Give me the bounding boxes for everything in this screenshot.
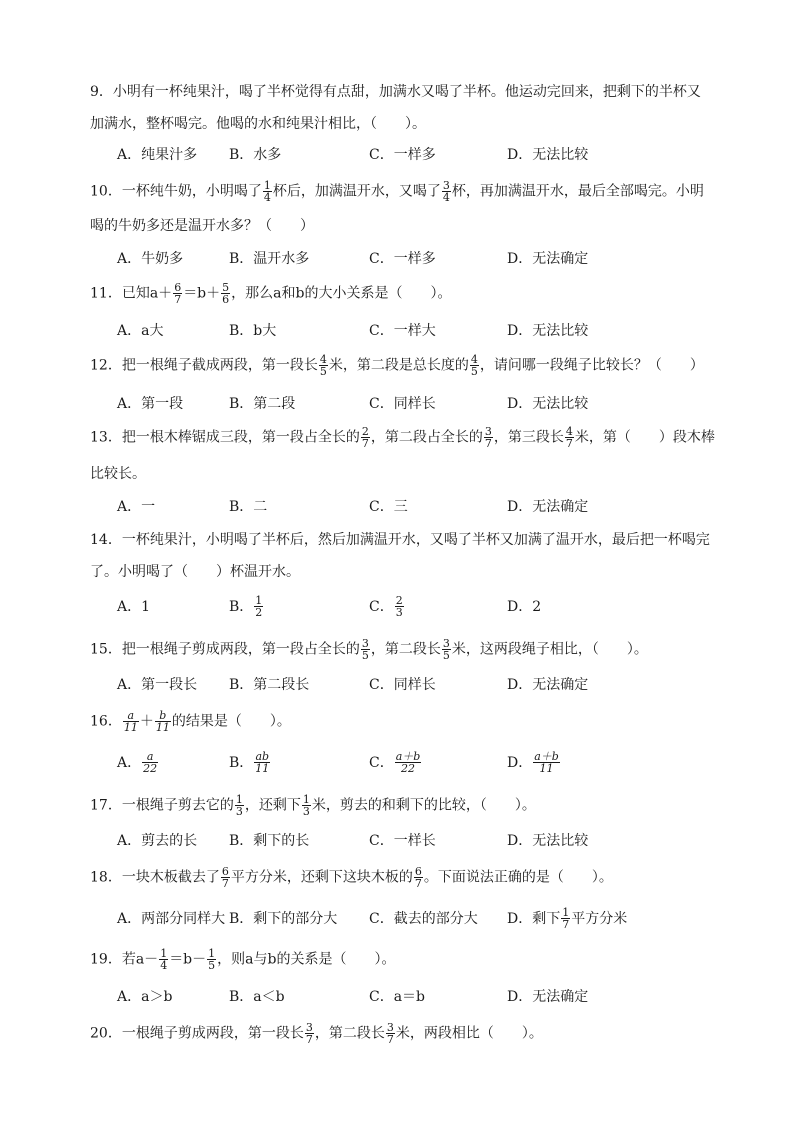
fraction-denominator: 7 (221, 877, 229, 890)
question-text: 喝的牛奶多还是温开水多？（ ） (90, 218, 314, 234)
option-a[interactable]: A．纯果汁多 (117, 147, 198, 163)
option-a[interactable]: A．1 (117, 599, 151, 615)
question-9 (90, 82, 710, 102)
option-d[interactable]: D．无法比较 (507, 396, 589, 412)
fraction-numerator: ab (255, 749, 270, 763)
question-number: 13． (90, 429, 122, 446)
question-number: 17． (90, 797, 122, 814)
fraction-numerator: 3 (361, 637, 369, 650)
fraction-denominator: 11 (155, 721, 170, 734)
fraction (565, 426, 574, 449)
question-text: 米，两段相比（ ）。 (395, 1025, 543, 1042)
option-d[interactable]: D．无法比较 (507, 323, 589, 339)
question-text: ，则a与b的关系是（ ）。 (217, 951, 396, 968)
fraction (470, 354, 479, 377)
question-number: 12． (90, 357, 122, 374)
option-label: D． (507, 755, 533, 771)
fraction-denominator: 4 (160, 959, 168, 972)
question-number: 19． (90, 951, 122, 968)
fraction (305, 1022, 314, 1045)
question-number: 14． (90, 532, 122, 548)
fraction-denominator: 5 (208, 959, 216, 972)
option-label: C． (369, 755, 394, 771)
question-number: 9． (90, 84, 113, 100)
fraction (254, 751, 270, 774)
fraction (319, 354, 328, 377)
question-14-line2 (90, 562, 710, 582)
question-text: 一块木板截去了 (121, 869, 220, 886)
question-12-options (117, 391, 707, 415)
fraction (442, 638, 451, 661)
option-c[interactable]: C．三 (369, 499, 408, 515)
question-text: ，第二段占全长的 (370, 429, 483, 446)
fraction-numerator: 1 (208, 947, 216, 960)
fraction-numerator: 1 (160, 947, 168, 960)
question-text: 杯后，加满温开水，又喝了 (272, 183, 441, 200)
question-text: 若a－ (121, 951, 159, 968)
question-text: ，那么a和b的大小关系是（ ）。 (231, 285, 452, 302)
fraction (142, 751, 158, 774)
option-d[interactable]: D．无法确定 (507, 499, 589, 515)
option-label: C． (369, 599, 394, 615)
option-c[interactable]: C．一样长 (369, 833, 436, 849)
fraction (173, 282, 182, 305)
question-20 (90, 1022, 710, 1045)
question-10-options (117, 246, 707, 270)
question-11 (90, 282, 710, 305)
fraction-numerator: 2 (361, 425, 369, 438)
option-d[interactable]: D．无法确定 (507, 251, 589, 267)
fraction (302, 794, 311, 817)
fraction-denominator: 7 (414, 877, 422, 890)
question-15-options (117, 672, 707, 696)
option-d[interactable]: D．无法比较 (507, 833, 589, 849)
question-16 (90, 710, 710, 733)
fraction (395, 595, 404, 618)
fraction (361, 638, 370, 661)
question-text: ，请问哪一段绳子比较长？（ ） (479, 357, 704, 374)
option-d[interactable]: D．2 (507, 599, 542, 615)
question-text: 一根绳子剪成两段，第一段长 (121, 1025, 304, 1042)
option-label: B． (229, 755, 254, 771)
fraction-numerator: 3 (305, 1021, 313, 1034)
question-number: 18． (90, 869, 122, 886)
option-a[interactable]: A．一 (117, 499, 156, 515)
question-number: 10． (90, 183, 122, 200)
fraction (395, 751, 422, 774)
fraction-numerator: 3 (442, 637, 450, 650)
option-d[interactable]: D．无法确定 (507, 677, 589, 693)
fraction-numerator: 6 (174, 281, 182, 294)
fraction (235, 794, 244, 817)
fraction-denominator: 7 (305, 1033, 313, 1046)
question-text: 加满水，整杯喝完。他喝的水和纯果汁相比，（ ）。 (90, 116, 426, 132)
question-text: ，第三段长 (493, 429, 564, 446)
option-label: B． (229, 599, 254, 615)
option-a[interactable]: A．第一段 (117, 396, 184, 412)
fraction-denominator: 2 (255, 605, 263, 619)
option-d[interactable] (507, 750, 561, 774)
question-text: ＝b＋ (183, 285, 221, 302)
fraction (361, 426, 370, 449)
fraction-denominator: 5 (442, 649, 450, 662)
option-c[interactable]: C．一样大 (369, 323, 436, 339)
fraction-numerator: b (159, 709, 167, 722)
question-11-options (117, 318, 707, 342)
fraction-denominator: 22 (401, 761, 416, 775)
fraction-numerator: 5 (222, 281, 230, 294)
option-d[interactable] (507, 906, 627, 930)
fraction-numerator: 2 (395, 593, 403, 607)
fraction-numerator: 4 (319, 353, 327, 366)
option-b[interactable]: B．第二段 (229, 396, 296, 412)
fraction-denominator: 3 (235, 805, 243, 818)
fraction-denominator: 3 (302, 805, 310, 818)
fraction-denominator: 5 (470, 365, 478, 378)
fraction-denominator: 7 (386, 1033, 394, 1046)
question-17-options (117, 828, 707, 852)
option-c[interactable]: C．同样长 (369, 677, 436, 693)
question-18 (90, 866, 710, 889)
question-14-options (117, 594, 707, 618)
option-c[interactable]: C．一样多 (369, 147, 436, 163)
fraction (159, 948, 168, 971)
fraction-denominator: 7 (361, 437, 369, 450)
question-15 (90, 638, 710, 661)
fraction-numerator: a (146, 749, 154, 763)
fraction-numerator: 1 (235, 793, 243, 806)
fraction (221, 282, 230, 305)
question-13 (90, 425, 715, 450)
option-c[interactable]: C．a＝b (369, 989, 426, 1005)
question-text: 米，第二段是总长度的 (328, 357, 469, 374)
fraction (561, 907, 570, 930)
option-a[interactable]: A．第一段长 (117, 677, 198, 693)
option-a[interactable]: A．牛奶多 (117, 251, 184, 267)
fraction (484, 426, 493, 449)
fraction-denominator: 11 (539, 761, 554, 775)
option-c[interactable] (369, 750, 422, 774)
option-d[interactable]: D．无法比较 (507, 147, 589, 163)
question-text: 米，这两段绳子相比，（ ）。 (451, 641, 648, 658)
question-text: 把一根木棒锯成三段，第一段占全长的 (121, 429, 360, 446)
fraction-denominator: 22 (143, 761, 158, 775)
option-b[interactable]: B．剩下的部分大 (229, 911, 338, 927)
fraction-numerator: 3 (484, 425, 492, 438)
fraction-denominator: 7 (562, 917, 570, 931)
fraction-denominator: 5 (319, 365, 327, 378)
question-text: 把一根绳子截成两段，第一段长 (121, 357, 318, 374)
option-unit: 平方分米 (571, 911, 628, 927)
question-text: ＋ (139, 713, 154, 730)
fraction-numerator: 3 (386, 1021, 394, 1034)
option-b[interactable]: B．b大 (229, 323, 277, 339)
option-b[interactable]: B．剩下的长 (229, 833, 310, 849)
question-10-line2 (90, 216, 710, 236)
question-text: ，还剩下 (244, 797, 301, 814)
option-c[interactable]: C．一样多 (369, 251, 436, 267)
fraction-numerator: 6 (414, 865, 422, 878)
option-b[interactable] (229, 594, 264, 618)
fraction-numerator: a (127, 709, 135, 722)
fraction (221, 866, 230, 889)
option-c[interactable]: C．同样长 (369, 396, 436, 412)
option-a[interactable] (117, 750, 159, 774)
fraction-numerator: 6 (221, 865, 229, 878)
fraction-denominator: 6 (222, 293, 230, 306)
question-16-options (117, 750, 707, 774)
question-10 (90, 180, 710, 203)
fraction-numerator: 3 (442, 179, 450, 192)
option-d[interactable]: D．无法确定 (507, 989, 589, 1005)
fraction (442, 180, 451, 203)
fraction (263, 180, 272, 203)
fraction-denominator: 11 (123, 721, 138, 734)
fraction (414, 866, 423, 889)
option-c[interactable] (369, 594, 405, 618)
question-18-options (117, 906, 707, 930)
question-text: 的结果是（ ）。 (171, 713, 291, 730)
fraction-denominator: 4 (263, 191, 271, 204)
question-17 (90, 794, 710, 817)
fraction-numerator: a＋b (395, 749, 421, 763)
question-text: ，第二段长 (314, 1025, 385, 1042)
fraction-numerator: 1 (302, 793, 310, 806)
question-text: 了。小明喝了（ ）杯温开水。 (90, 564, 300, 580)
option-a[interactable]: A．a大 (117, 323, 164, 339)
fraction-numerator: 4 (565, 425, 573, 438)
question-13-options (117, 494, 707, 518)
question-9-line2 (90, 114, 710, 134)
option-b[interactable]: B．a＜b (229, 989, 285, 1005)
fraction (123, 710, 139, 733)
question-text: 米，第（ ）段木棒 (574, 429, 715, 446)
option-c[interactable]: C．截去的部分大 (369, 911, 478, 927)
question-text: 。下面说法正确的是（ ）。 (423, 869, 613, 886)
fraction-denominator: 5 (361, 649, 369, 662)
option-label: D．剩下 (507, 911, 561, 927)
fraction (207, 948, 216, 971)
fraction-numerator: a＋b (534, 749, 559, 763)
question-13-line2 (90, 464, 710, 484)
question-text: 平方分米，还剩下这块木板的 (230, 869, 413, 886)
fraction-denominator: 7 (484, 437, 492, 450)
fraction-numerator: 1 (562, 905, 570, 919)
option-b[interactable]: B．水多 (229, 147, 282, 163)
question-number: 16． (90, 713, 122, 730)
question-number: 20． (90, 1025, 122, 1042)
option-label: A． (117, 755, 142, 771)
fraction-numerator: 1 (255, 593, 263, 607)
option-a[interactable]: A．a＞b (117, 989, 173, 1005)
question-number: 15． (90, 641, 122, 658)
fraction-numerator: 1 (263, 179, 271, 192)
fraction (533, 751, 560, 774)
question-text: 把一根绳子剪成两段，第一段占全长的 (121, 641, 360, 658)
question-12 (90, 354, 710, 377)
question-text: 一根绳子剪去它的 (121, 797, 234, 814)
option-a[interactable]: A．两部分同样大 (117, 911, 226, 927)
option-a[interactable]: A．剪去的长 (117, 833, 198, 849)
question-text: 已知a＋ (121, 285, 173, 302)
question-19 (90, 948, 710, 971)
question-text: 一杯纯果汁，小明喝了半杯后，然后加满温开水，又喝了半杯又加满了温开水，最后把一杯喝完 (121, 532, 710, 548)
fraction (155, 710, 171, 733)
question-9-options (117, 142, 707, 166)
question-text: 一杯纯牛奶，小明喝了 (121, 183, 262, 200)
fraction-denominator: 7 (565, 437, 573, 450)
fraction (254, 595, 263, 618)
question-text: ，第二段长 (370, 641, 441, 658)
question-text: 杯，再加满温开水，最后全部喝完。小明 (451, 183, 704, 200)
question-text: 比较长。 (90, 466, 146, 482)
question-number: 11． (90, 285, 122, 302)
question-text: 小明有一杯纯果汁，喝了半杯觉得有点甜，加满水又喝了半杯。他运动完回来，把剩下的半杯又 (112, 84, 701, 100)
option-b[interactable]: B．温开水多 (229, 251, 310, 267)
question-text: ＝b－ (169, 951, 207, 968)
option-b[interactable]: B．二 (229, 499, 268, 515)
fraction-denominator: 3 (395, 605, 403, 619)
option-b[interactable]: B．第二段长 (229, 677, 310, 693)
question-14 (90, 530, 710, 550)
option-b[interactable] (229, 750, 271, 774)
fraction-denominator: 7 (174, 293, 182, 306)
fraction-denominator: 11 (255, 761, 270, 775)
question-text: 米，剪去的和剩下的比较，（ ）。 (311, 797, 536, 814)
question-19-options (117, 984, 707, 1008)
fraction-denominator: 4 (442, 191, 450, 204)
fraction (386, 1022, 395, 1045)
fraction-numerator: 4 (470, 353, 478, 366)
